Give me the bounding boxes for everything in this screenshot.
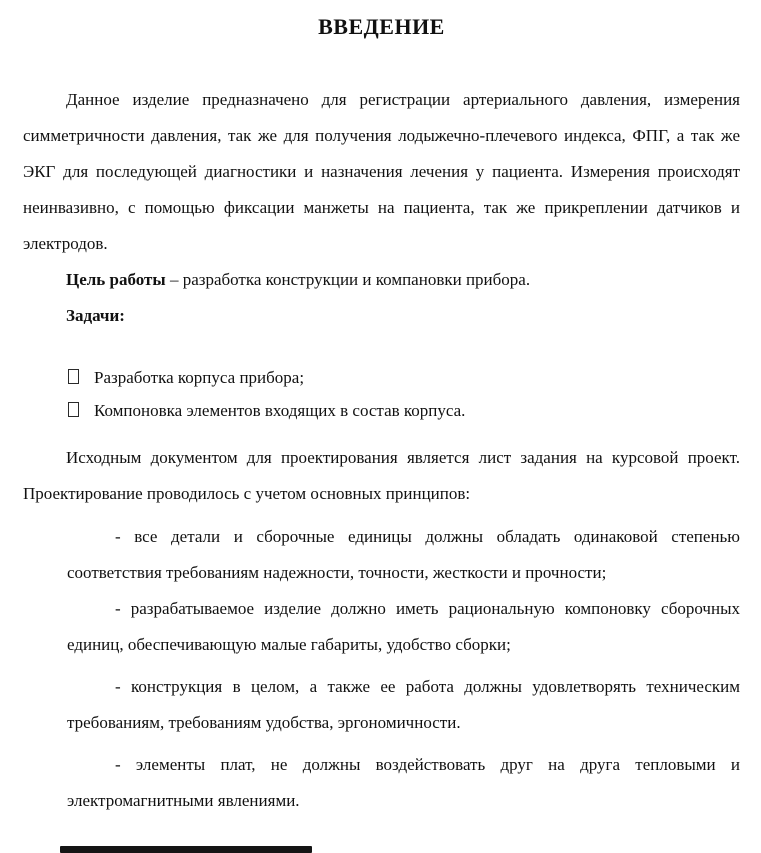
intro-paragraph: Данное изделие предназначено для регистрации артериального давления, измерения симметричности давления, так же для получения лодыжечно-плечевого индекса, ФПГ, а так же ЭКГ для последующей диагностики и назначения лечения у пациента. Измерения происходят неинвазивно, с помощью фиксации манжеты на пациента, так же прикреплении датчиков и электродов. [23,90,740,253]
goal-text: – разработка конструкции и компановки прибора. [165,270,531,289]
list-item [68,394,740,427]
bullet-box-icon [68,369,79,384]
page-title: ВВЕДЕНИЕ [318,14,445,39]
list-item [68,361,740,394]
goal-paragraph [23,262,740,298]
principle-item: - разрабатываемое изделие должно иметь рациональную компоновку сборочных единиц, обеспечивающую малые габариты, удобство сборки; [67,599,740,654]
cutoff-next-line [60,846,312,853]
task-list [68,361,740,427]
principle-item: - конструкция в целом, а также ее работа должны удовлетворять техническим требованиям, требованиям удобства, эргономичности. [67,677,740,732]
task-item-label: Компоновка элементов входящих в состав корпуса. [94,401,466,420]
task-item-label: Разработка корпуса прибора; [94,368,305,387]
principle-item: - все детали и сборочные единицы должны обладать одинаковой степенью соответствия требованиям надежности, точности, жесткости и прочности; [67,527,740,582]
bullet-box-icon [68,402,79,417]
source-paragraph: Исходным документом для проектирования является лист задания на курсовой проект. Проектирование проводилось с учетом основных принципов: [23,448,740,503]
tasks-heading [23,298,740,334]
tasks-label: Задачи [66,306,120,325]
tasks-colon: : [119,306,125,325]
goal-label: Цель работы [66,270,166,289]
principle-item: - элементы плат, не должны воздействовать друг на друга тепловыми и электромагнитными явлениями. [67,755,740,810]
